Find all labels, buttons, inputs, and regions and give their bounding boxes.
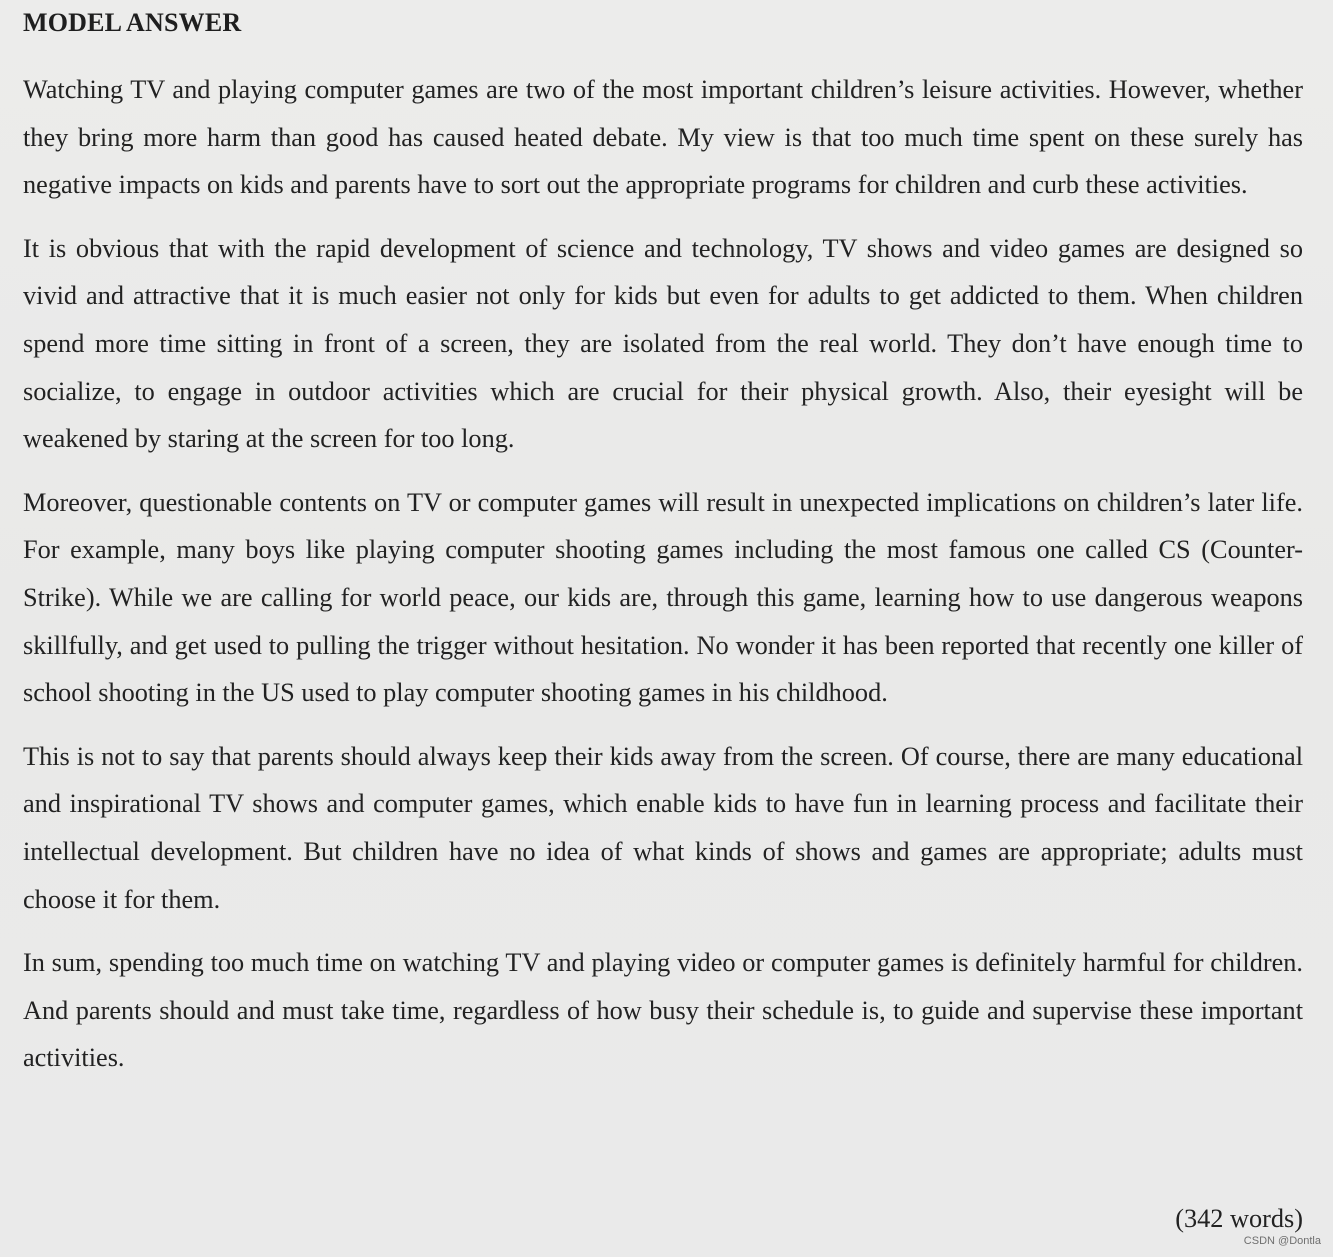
paragraph-questionable-contents: Moreover, questionable contents on TV or computer games will result in unexpected implications on children’s later life. For example, many boys like playing computer shooting games including the most famous one called CS (Counter-Strike). While we are calling for world peace, our kids are, through this game, learning how to use dangerous weapons skillfully, and get used to pulling the trigger without hesitation. No wonder it has been reported that recently one killer of school shooting in the US used to play computer shooting games in his childhood.: [23, 487, 1303, 708]
paragraph-introduction: Watching TV and playing computer games are two of the most important children’s leisure activities. However, whether they bring more harm than good has caused heated debate. My view is that too much time spent on these surely has negative impacts on kids and parents have to sort out the appropriate programs for children and curb these activities.: [23, 75, 1303, 200]
paragraph-conclusion: In sum, spending too much time on watching TV and playing video or computer games is definitely harmful for children. And parents should and must take time, regardless of how busy their schedule is, to guide and supervise these important activities.: [23, 948, 1303, 1073]
source-watermark: CSDN @Dontla: [1243, 1235, 1321, 1247]
page-heading: MODEL ANSWER: [23, 8, 242, 37]
word-count: (342 words): [1175, 1204, 1303, 1233]
essay-body: [23, 66, 1303, 1098]
paragraph-addiction: It is obvious that with the rapid development of science and technology, TV shows and video games are designed so vivid and attractive that it is much easier not only for kids but even for adults to get addicted to them. When children spend more time sitting in front of a screen, they are isolated from the real world. They don’t have enough time to socialize, to engage in outdoor activities which are crucial for their physical growth. Also, their eyesight will be weakened by staring at the screen for too long.: [23, 233, 1303, 454]
paragraph-concession: This is not to say that parents should always keep their kids away from the screen. Of course, there are many educational and inspirational TV shows and computer games, which enable kids to have fun in learning process and facilitate their intellectual development. But children have no idea of what kinds of shows and games are appropriate; adults must choose it for them.: [23, 741, 1303, 914]
